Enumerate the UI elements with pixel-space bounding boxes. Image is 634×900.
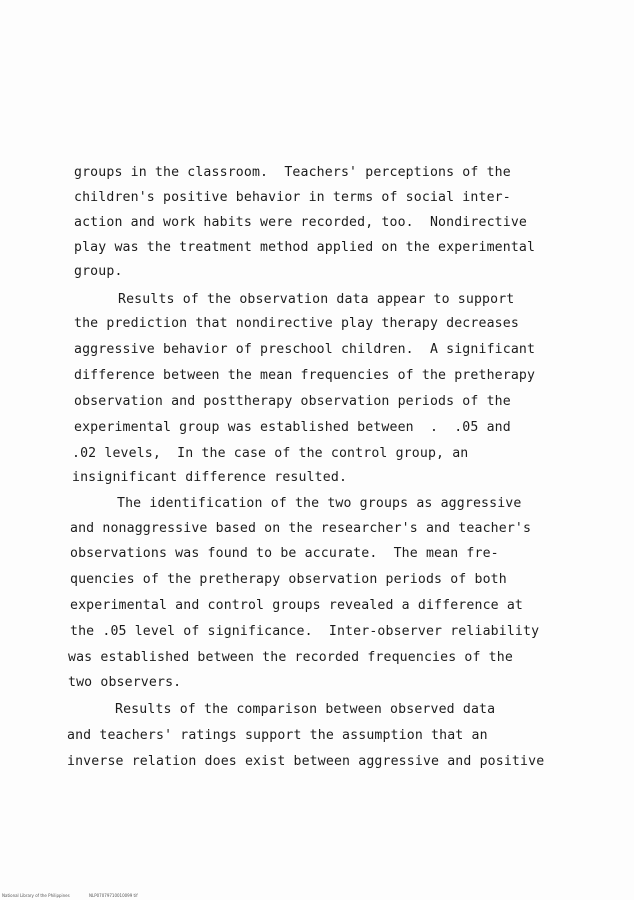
- library-credit: National Library of the Philippines: [2, 893, 70, 898]
- text-line: the .05 level of significance. Inter-observer reliability: [70, 624, 540, 639]
- text-line: action and work habits were recorded, too. Nondirective: [74, 215, 528, 230]
- text-line: observation and posttherapy observation periods of the: [74, 394, 511, 409]
- scan-footer: [2, 893, 138, 898]
- text-line: Results of the observation data appear to support: [118, 292, 515, 307]
- text-line: experimental group was established between . .05 and: [74, 420, 511, 435]
- text-line: .02 levels, In the case of the control group, an: [72, 446, 469, 461]
- text-line: experimental and control groups revealed a difference at: [70, 598, 524, 613]
- text-line: children's positive behavior in terms of social inter-: [74, 190, 511, 205]
- text-line: insignificant difference resulted.: [72, 470, 348, 485]
- scan-code: NLP07079710010099 tif: [89, 893, 138, 898]
- text-line: inverse relation does exist between aggressive and positive: [67, 754, 545, 769]
- text-line: group.: [74, 264, 123, 279]
- text-line: aggressive behavior of preschool children. A significant: [74, 342, 536, 357]
- text-line: groups in the classroom. Teachers' perceptions of the: [74, 165, 511, 180]
- text-line: difference between the mean frequencies of the pretherapy: [74, 368, 536, 383]
- text-line: observations was found to be accurate. The mean fre-: [70, 546, 499, 561]
- text-line: the prediction that nondirective play therapy decreases: [74, 316, 519, 331]
- text-line: The identification of the two groups as aggressive: [117, 496, 522, 511]
- text-line: was established between the recorded frequencies of the: [68, 650, 513, 665]
- text-line: quencies of the pretherapy observation periods of both: [70, 572, 507, 587]
- text-line: play was the treatment method applied on the experimental: [74, 240, 536, 255]
- text-line: and nonaggressive based on the researcher's and teacher's: [70, 521, 532, 536]
- text-line: two observers.: [68, 675, 182, 690]
- text-line: Results of the comparison between observed data: [115, 702, 496, 717]
- text-line: and teachers' ratings support the assumption that an: [67, 728, 488, 743]
